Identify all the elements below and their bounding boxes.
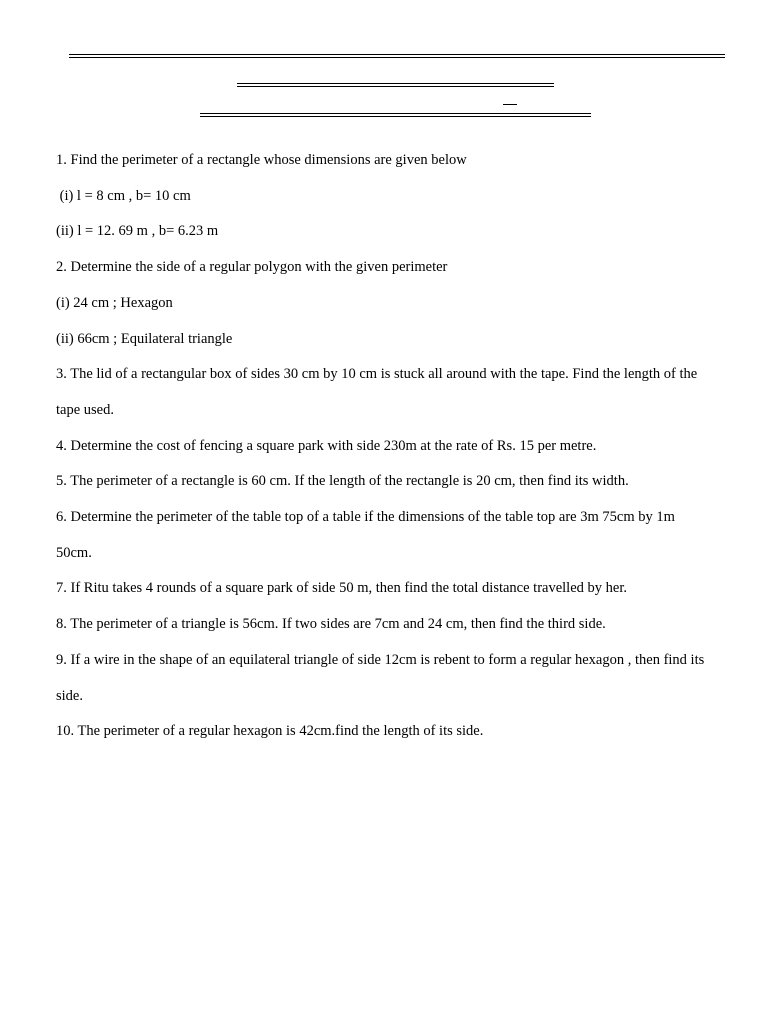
worksheet-questions <box>56 143 736 750</box>
question-9-continued: side. <box>56 687 83 704</box>
question-10: 10. The perimeter of a regular hexagon is 42cm.find the length of its side. <box>56 723 484 740</box>
dash-mark <box>503 104 517 105</box>
question-9: 9. If a wire in the shape of an equilateral triangle of side 12cm is rebent to form a regular hexagon , then find its <box>56 651 705 668</box>
question-6: 6. Determine the perimeter of the table top of a table if the dimensions of the table top are 3m 75cm by 1m <box>56 509 675 526</box>
question-3-continued: tape used. <box>56 401 114 418</box>
question-4: 4. Determine the cost of fencing a square park with side 230m at the rate of Rs. 15 per metre. <box>56 437 597 454</box>
question-3: 3. The lid of a rectangular box of sides 30 cm by 10 cm is stuck all around with the tape. Find the length of the <box>56 366 698 383</box>
question-8: 8. The perimeter of a triangle is 56cm. If two sides are 7cm and 24 cm, then find the third side. <box>56 616 606 633</box>
question-1-part-i: (i) l = 8 cm , b= 10 cm <box>56 187 191 204</box>
subtitle-double-rule <box>200 113 591 117</box>
question-1: 1. Find the perimeter of a rectangle whose dimensions are given below <box>56 152 467 168</box>
question-2: 2. Determine the side of a regular polygon with the given perimeter <box>56 259 448 276</box>
question-7: 7. If Ritu takes 4 rounds of a square park of side 50 m, then find the total distance travelled by her. <box>56 580 627 597</box>
top-double-rule <box>69 54 725 58</box>
question-2-part-ii: (ii) 66cm ; Equilateral triangle <box>56 330 233 347</box>
question-2-part-i: (i) 24 cm ; Hexagon <box>56 294 173 311</box>
question-1-part-ii: (ii) l = 12. 69 m , b= 6.23 m <box>56 223 219 240</box>
title-double-rule <box>237 83 554 87</box>
question-6-continued: 50cm. <box>56 544 92 561</box>
question-5: 5. The perimeter of a rectangle is 60 cm. If the length of the rectangle is 20 cm, then find its width. <box>56 473 629 490</box>
